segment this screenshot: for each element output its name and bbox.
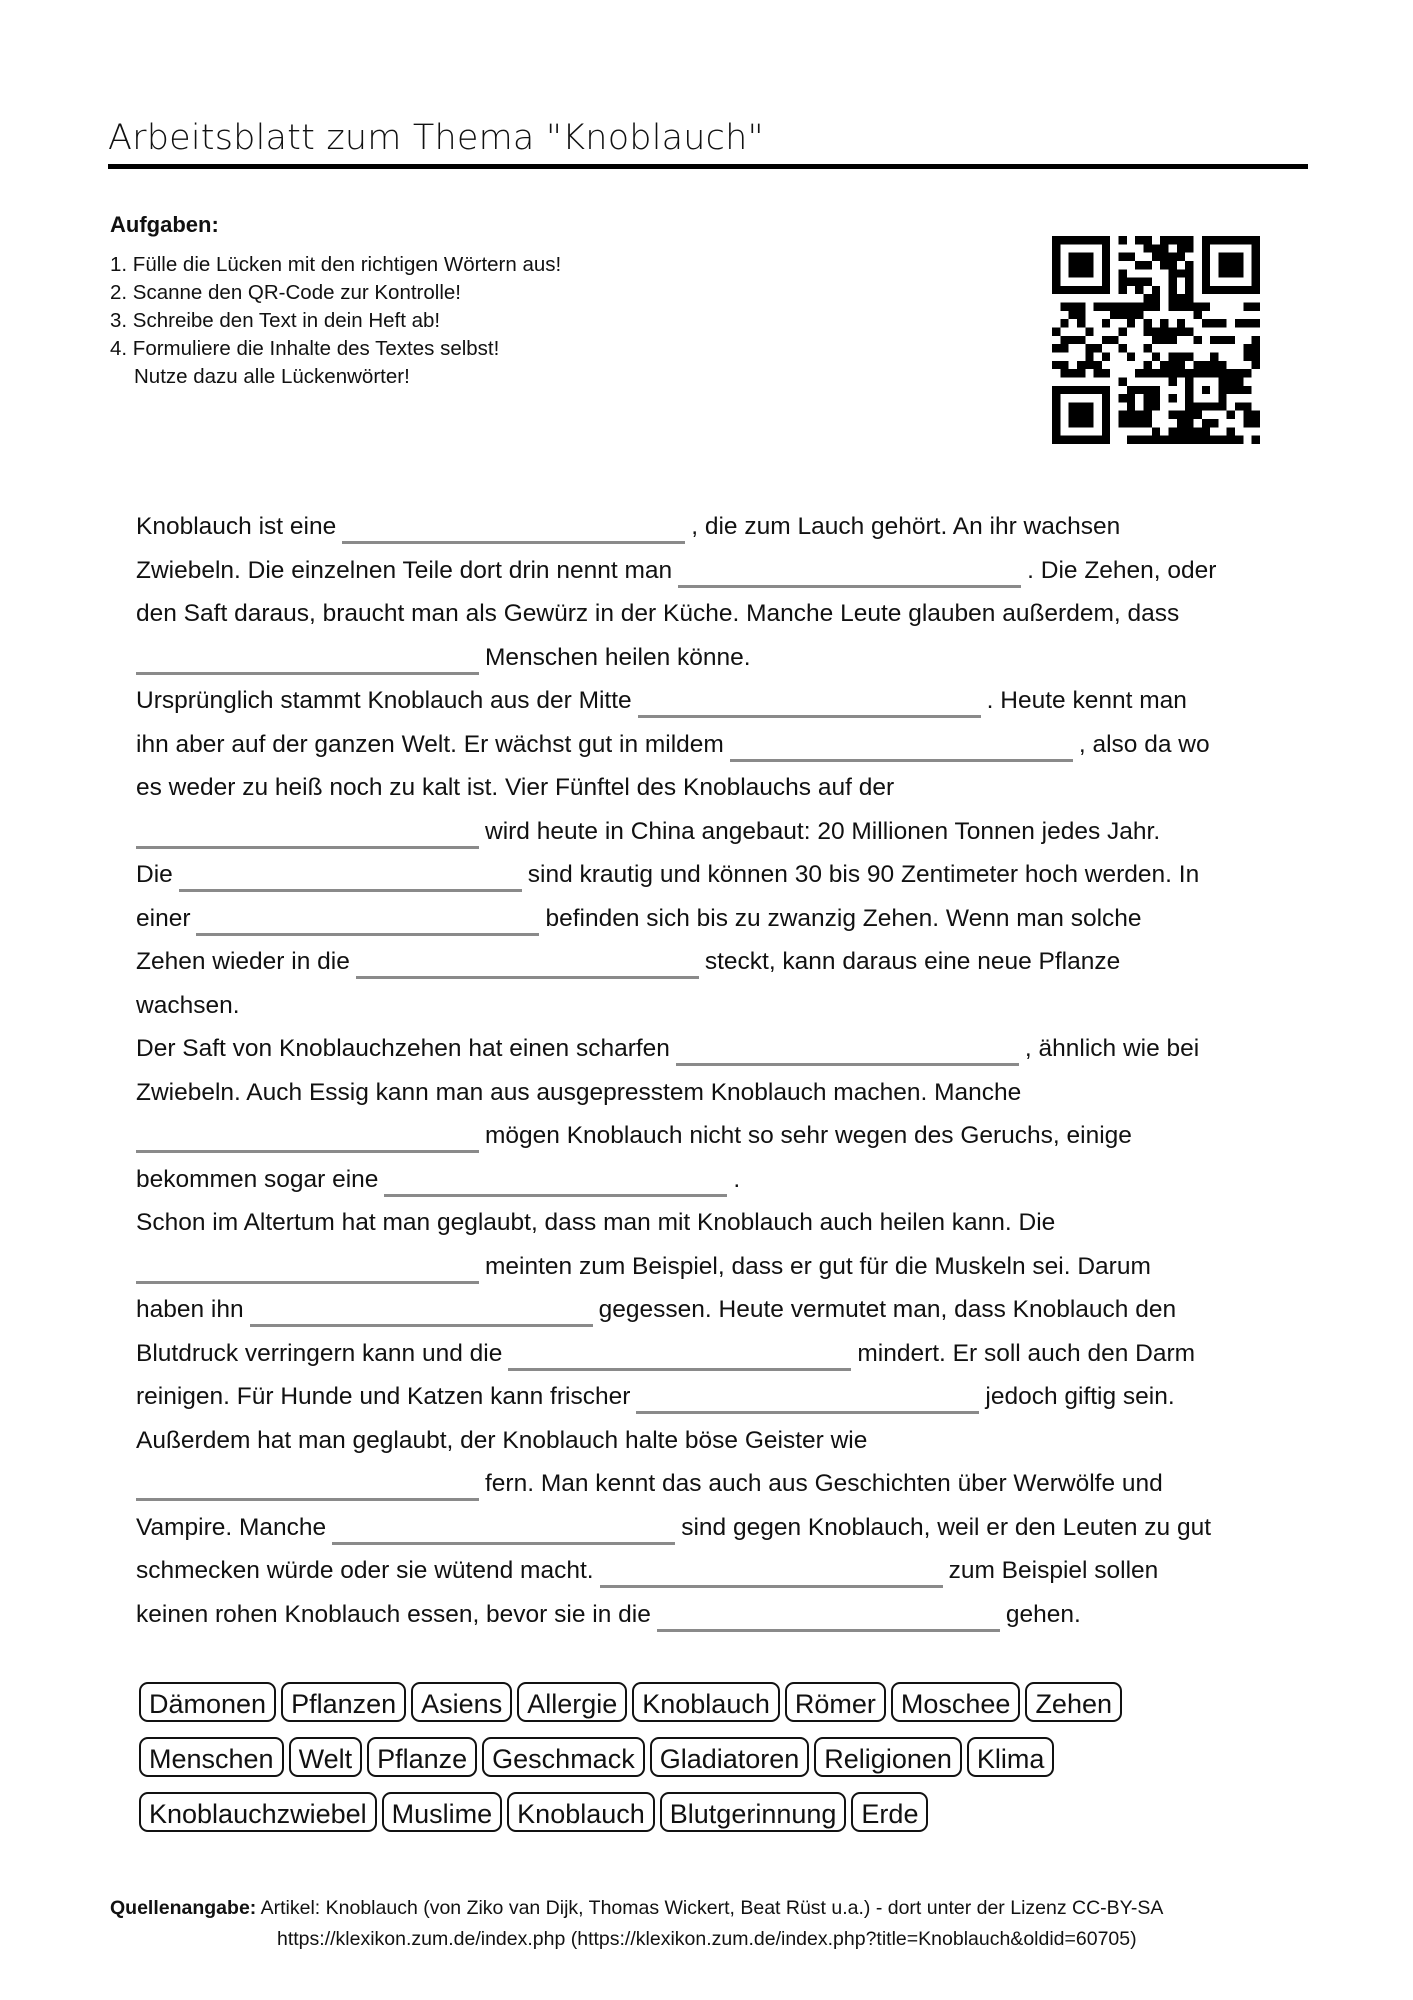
word-chip[interactable]: Knoblauch	[507, 1792, 655, 1832]
word-bank-row	[139, 1682, 1339, 1737]
cloze-text-segment: Knoblauch ist eine	[136, 513, 337, 540]
word-bank-row	[139, 1737, 1339, 1792]
cloze-text-segment: Ursprünglich stammt Knoblauch aus der Mitte	[136, 687, 632, 714]
blank-gap[interactable]	[179, 859, 522, 892]
cloze-text-segment: befinden sich bis zu zwanzig Zehen. Wenn man solche	[545, 904, 1142, 932]
blank-gap[interactable]	[676, 1033, 1019, 1066]
source-citation	[110, 1893, 1163, 1955]
cloze-line	[136, 1114, 1316, 1158]
cloze-text-segment: steckt, kann daraus eine neue Pflanze	[704, 948, 1121, 975]
word-chip[interactable]: Knoblauchzwiebel	[139, 1792, 377, 1832]
blank-gap[interactable]	[342, 511, 685, 544]
cloze-text-segment: Außerdem hat man geglaubt, der Knoblauch halte böse Geister wie	[136, 1426, 868, 1454]
cloze-text-segment: Der Saft von Knoblauchzehen hat einen scharfen	[136, 1035, 670, 1062]
source-label: Quellenangabe:	[110, 1897, 257, 1919]
blank-gap[interactable]	[636, 1381, 979, 1414]
cloze-text	[136, 505, 1316, 1636]
blank-gap[interactable]	[332, 1512, 675, 1545]
word-chip[interactable]: Welt	[289, 1737, 363, 1777]
task-item: Nutze dazu alle Lückenwörter!	[134, 365, 410, 388]
cloze-line	[136, 505, 1316, 549]
cloze-text-segment: ihn aber auf der ganzen Welt. Er wächst gut in mildem	[136, 730, 724, 758]
tasks-heading: Aufgaben:	[110, 212, 219, 237]
word-chip[interactable]: Religionen	[814, 1737, 962, 1777]
word-bank-row	[139, 1792, 1339, 1847]
cloze-text-segment: einer	[136, 904, 191, 932]
cloze-text-segment: Blutdruck verringern kann und die	[136, 1339, 503, 1367]
cloze-text-segment: . Die Zehen, oder	[1027, 556, 1217, 584]
word-chip[interactable]: Geschmack	[482, 1737, 645, 1777]
cloze-text-segment: , ähnlich wie bei	[1024, 1035, 1200, 1062]
cloze-text-segment: wachsen.	[136, 991, 240, 1019]
cloze-text-segment: .	[733, 1165, 741, 1193]
task-item: 3. Schreibe den Text in dein Heft ab!	[110, 309, 441, 332]
cloze-text-segment: . Heute kennt man	[986, 687, 1187, 714]
cloze-line	[136, 766, 1316, 810]
cloze-text-segment: mögen Knoblauch nicht so sehr wegen des Geruchs, einige	[485, 1122, 1132, 1149]
cloze-text-segment: den Saft daraus, braucht man als Gewürz in der Küche. Manche Leute glauben außerdem, dass	[136, 600, 1180, 627]
blank-gap[interactable]	[508, 1338, 851, 1371]
cloze-line	[136, 1375, 1316, 1419]
blank-gap[interactable]	[657, 1599, 1000, 1632]
cloze-line	[136, 1549, 1316, 1593]
cloze-text-segment: jedoch giftig sein.	[985, 1383, 1175, 1410]
word-chip[interactable]: Muslime	[382, 1792, 503, 1832]
cloze-line	[136, 679, 1316, 723]
cloze-line	[136, 897, 1316, 941]
cloze-text-segment: Die	[136, 861, 173, 888]
qr-code-icon[interactable]	[1052, 236, 1260, 444]
source-url: https://klexikon.zum.de/index.php (https://klexikon.zum.de/index.php?title=Knoblauch&oldid=60705)	[277, 1928, 1137, 1950]
cloze-text-segment: zum Beispiel sollen	[948, 1557, 1159, 1584]
cloze-text-segment: wird heute in China angebaut: 20 Millionen Tonnen jedes Jahr.	[485, 817, 1161, 845]
cloze-text-segment: Menschen heilen könne.	[485, 643, 751, 671]
blank-gap[interactable]	[196, 903, 539, 936]
word-chip[interactable]: Römer	[785, 1682, 886, 1722]
cloze-text-segment: reinigen. Für Hunde und Katzen kann frischer	[136, 1383, 631, 1410]
blank-gap[interactable]	[384, 1164, 727, 1197]
cloze-text-segment: Vampire. Manche	[136, 1513, 327, 1541]
cloze-line	[136, 1332, 1316, 1376]
word-chip[interactable]: Asiens	[411, 1682, 512, 1722]
cloze-line	[136, 1506, 1316, 1550]
cloze-text-segment: gehen.	[1005, 1600, 1081, 1628]
word-chip[interactable]: Moschee	[891, 1682, 1021, 1722]
blank-gap[interactable]	[136, 1251, 479, 1284]
cloze-line	[136, 1027, 1316, 1071]
word-chip[interactable]: Pflanze	[367, 1737, 477, 1777]
blank-gap[interactable]	[136, 1120, 479, 1153]
cloze-line	[136, 1071, 1316, 1115]
title-underline	[108, 164, 1308, 169]
cloze-line	[136, 984, 1316, 1028]
cloze-text-segment: sind gegen Knoblauch, weil er den Leuten zu gut	[681, 1513, 1212, 1541]
cloze-text-segment: schmecken würde oder sie wütend macht.	[136, 1557, 594, 1584]
cloze-line	[136, 1158, 1316, 1202]
cloze-text-segment: Zehen wieder in die	[136, 948, 350, 975]
cloze-line	[136, 1201, 1316, 1245]
cloze-line	[136, 810, 1316, 854]
task-item: 4. Formuliere die Inhalte des Textes selbst!	[110, 337, 500, 360]
word-chip[interactable]: Gladiatoren	[650, 1737, 810, 1777]
cloze-line	[136, 853, 1316, 897]
cloze-line	[136, 723, 1316, 767]
cloze-line	[136, 1593, 1316, 1637]
cloze-text-segment: , also da wo	[1078, 730, 1210, 758]
cloze-line	[136, 1462, 1316, 1506]
blank-gap[interactable]	[356, 946, 699, 979]
cloze-text-segment: Schon im Altertum hat man geglaubt, dass man mit Knoblauch auch heilen kann. Die	[136, 1209, 1056, 1236]
page-title: Arbeitsblatt zum Thema "Knoblauch"	[108, 118, 764, 158]
cloze-text-segment: fern. Man kennt das auch aus Geschichten über Werwölfe und	[485, 1470, 1163, 1497]
word-bank	[139, 1682, 1339, 1847]
cloze-line	[136, 549, 1316, 593]
blank-gap[interactable]	[136, 816, 479, 849]
cloze-line	[136, 940, 1316, 984]
cloze-text-segment: , die zum Lauch gehört. An ihr wachsen	[691, 513, 1121, 540]
blank-gap[interactable]	[136, 642, 479, 675]
cloze-text-segment: es weder zu heiß noch zu kalt ist. Vier Fünftel des Knoblauchs auf der	[136, 774, 895, 801]
cloze-text-segment: sind krautig und können 30 bis 90 Zentimeter hoch werden. In	[527, 861, 1200, 888]
cloze-text-segment: keinen rohen Knoblauch essen, bevor sie in die	[136, 1600, 651, 1628]
word-chip[interactable]: Erde	[851, 1792, 928, 1832]
word-chip[interactable]: Klima	[967, 1737, 1055, 1777]
source-text: Artikel: Knoblauch (von Ziko van Dijk, Thomas Wickert, Beat Rüst u.a.) - dort unter der Lizenz CC-BY-SA	[260, 1897, 1164, 1919]
word-chip[interactable]: Pflanzen	[281, 1682, 406, 1722]
task-list	[110, 251, 561, 391]
task-item: 1. Fülle die Lücken mit den richtigen Wörtern aus!	[110, 253, 562, 276]
blank-gap[interactable]	[730, 729, 1073, 762]
blank-gap[interactable]	[600, 1555, 943, 1588]
task-item: 2. Scanne den QR-Code zur Kontrolle!	[110, 281, 461, 304]
blank-gap[interactable]	[136, 1468, 479, 1501]
cloze-line	[136, 592, 1316, 636]
cloze-line	[136, 636, 1316, 680]
word-chip[interactable]: Blutgerinnung	[660, 1792, 847, 1832]
word-chip[interactable]: Knoblauch	[632, 1682, 780, 1722]
cloze-text-segment: gegessen. Heute vermutet man, dass Knoblauch den	[598, 1296, 1177, 1323]
word-chip[interactable]: Menschen	[139, 1737, 284, 1777]
cloze-line	[136, 1288, 1316, 1332]
blank-gap[interactable]	[250, 1294, 593, 1327]
cloze-line	[136, 1245, 1316, 1289]
cloze-text-segment: mindert. Er soll auch den Darm	[857, 1339, 1196, 1367]
blank-gap[interactable]	[678, 555, 1021, 588]
cloze-text-segment: Zwiebeln. Die einzelnen Teile dort drin nennt man	[136, 556, 673, 584]
word-chip[interactable]: Allergie	[517, 1682, 627, 1722]
cloze-text-segment: haben ihn	[136, 1296, 244, 1323]
cloze-text-segment: bekommen sogar eine	[136, 1165, 379, 1193]
cloze-line	[136, 1419, 1316, 1463]
cloze-text-segment: Zwiebeln. Auch Essig kann man aus ausgepresstem Knoblauch machen. Manche	[136, 1078, 1022, 1106]
word-chip[interactable]: Dämonen	[139, 1682, 276, 1722]
word-chip[interactable]: Zehen	[1025, 1682, 1122, 1722]
blank-gap[interactable]	[638, 685, 981, 718]
cloze-text-segment: meinten zum Beispiel, dass er gut für die Muskeln sei. Darum	[485, 1252, 1151, 1280]
